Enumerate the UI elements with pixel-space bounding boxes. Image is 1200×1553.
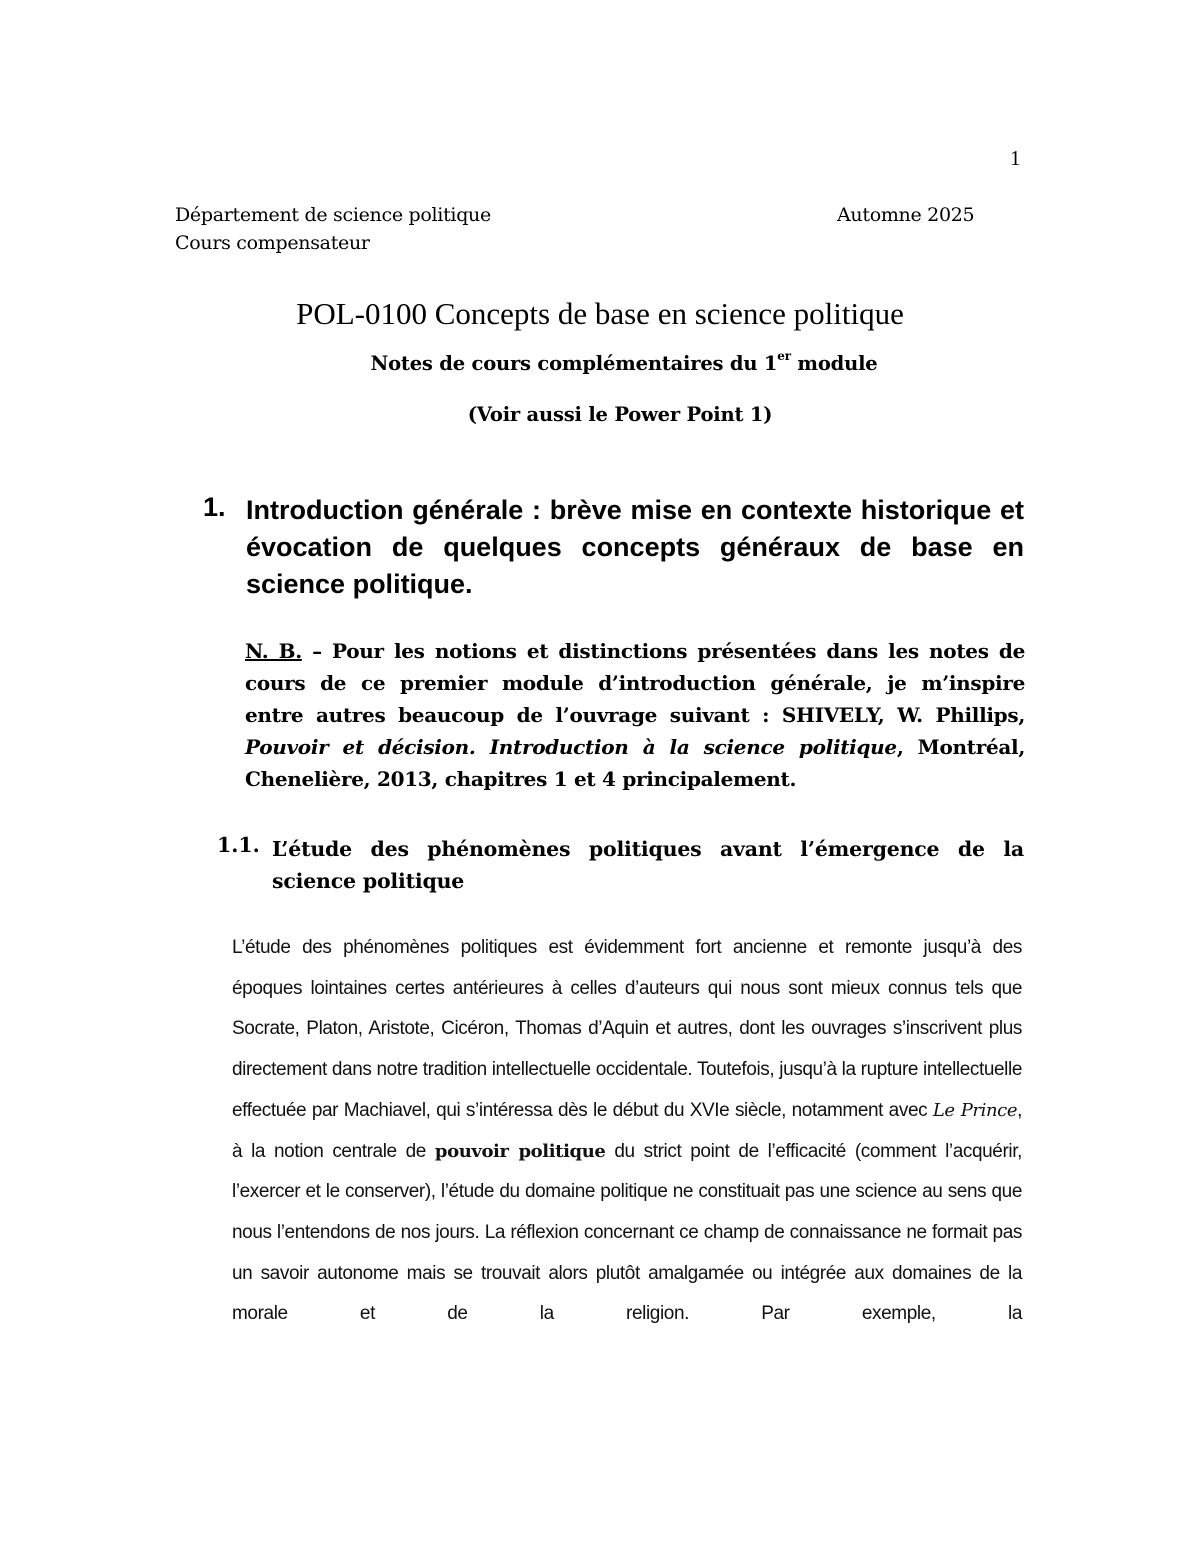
book-title: Pouvoir et décision. Introduction à la science politique <box>245 735 897 759</box>
section-number: 1. <box>203 492 226 522</box>
department-name: Département de science politique <box>175 204 491 226</box>
nota-bene-label: N. B. <box>245 639 302 663</box>
subtitle-text-end: module <box>790 352 878 375</box>
nota-bene <box>245 635 1025 795</box>
term: Automne 2025 <box>837 204 975 226</box>
paragraph-italic: Le Prince <box>932 1099 1018 1121</box>
course-type: Cours compensateur <box>175 232 370 254</box>
subsection-heading: L’étude des phénomènes politiques avant l’émergence de la science politique <box>272 837 1024 893</box>
subsection-number: 1.1. <box>217 833 260 857</box>
nota-bene-text-end: , Montréal, Chenelière, 2013, chapitres 1 et 4 principalement. <box>245 735 1025 791</box>
nota-bene-text: – Pour les notions et distinctions présentées dans les notes de cours de ce premier module d’introduction générale, je m’inspire entre autres beaucoup de l’ouvrage suivant : SHIVELY, W. Phillips, <box>245 639 1025 727</box>
page-number: 1 <box>1010 146 1021 170</box>
body-paragraph <box>232 928 1022 1335</box>
paragraph-text-3: du strict point de l’efficacité (comment l’acquérir, l’exercer et le conserver), l’étude du domaine politique ne constituait pas une science au sens que nous l’entendons de nos jours. La réflexion concernant ce champ de connaissance ne formait pas un savoir autonome mais se trouvait alors plutôt amalgamée ou intégrée aux domaines de la morale et de la religion. Par exemple, la <box>232 1140 1022 1325</box>
paragraph-bold: pouvoir politique <box>434 1140 606 1162</box>
subtitle-text: Notes de cours complémentaires du 1 <box>370 352 778 375</box>
subtitle-superscript: er <box>777 349 791 363</box>
page-title: POL-0100 Concepts de base en science politique <box>296 296 904 331</box>
paragraph-text: L’étude des phénomènes politiques est évidemment fort ancienne et remonte jusqu’à des époques lointaines certes antérieures à celles d’auteurs qui nous sont mieux connus tels que Socrate, Platon, Aristote, Cicéron, Thomas d’Aquin et autres, dont les ouvrages s’inscrivent plus directement dans notre tradition intellectuelle occidentale. Toutefois, jusqu’à la rupture intellectuelle effectuée par Machiavel, qui s’intéressa dès le début du XVIe siècle, notamment avec <box>232 937 1022 1121</box>
paragraph-text-2: , à la notion centrale de <box>232 1099 1022 1162</box>
section-heading: Introduction générale : brève mise en contexte historique et évocation de quelques concepts généraux de base en science politique. <box>246 495 1024 599</box>
see-also-note: (Voir aussi le Power Point 1) <box>467 403 773 426</box>
subtitle <box>0 349 1200 375</box>
